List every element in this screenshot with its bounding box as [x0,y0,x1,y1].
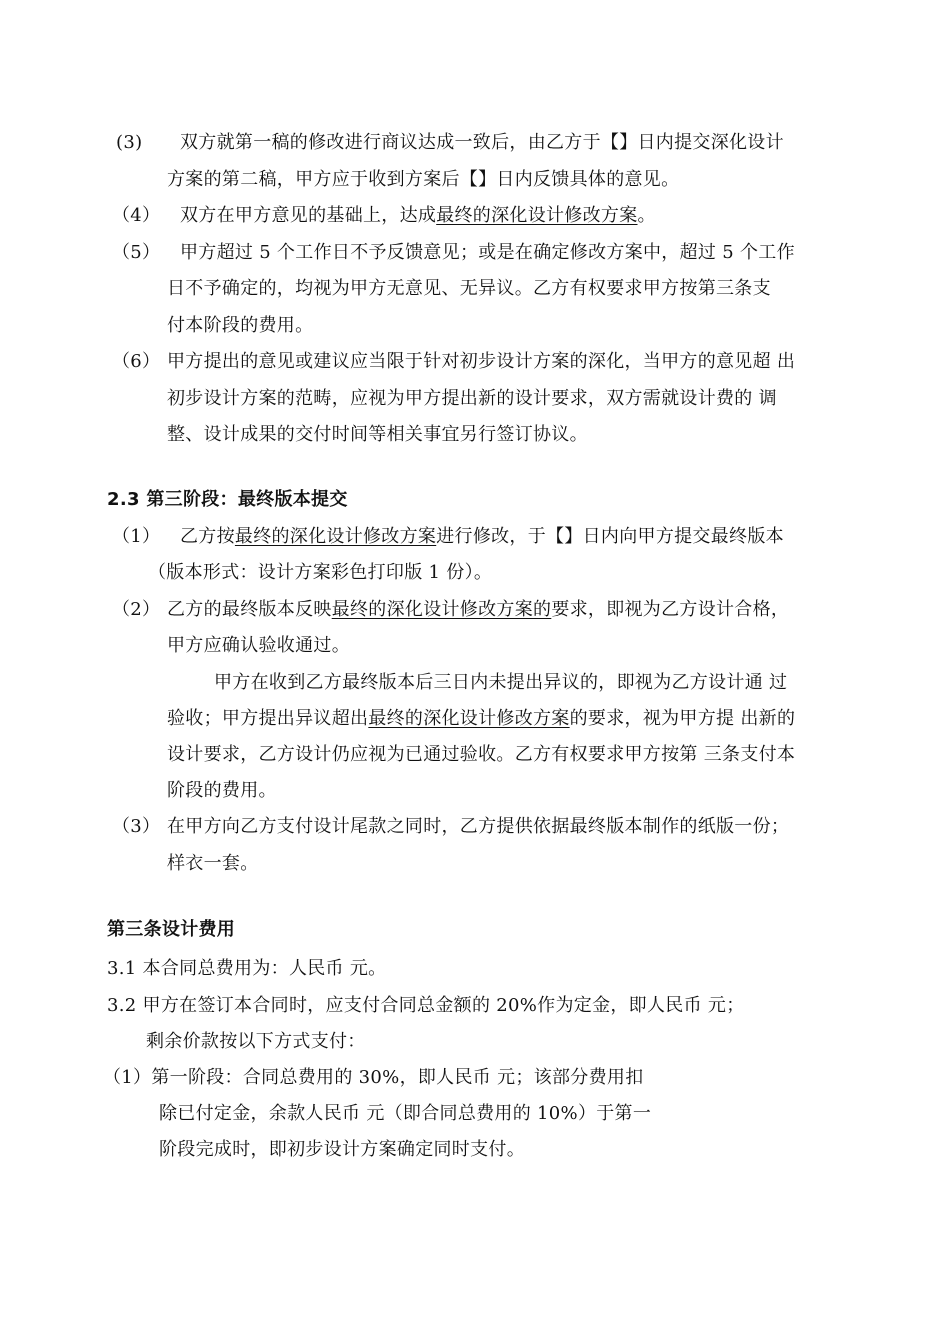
item-text: 方案的第二稿，甲方应于收到方案后【】日内反馈具体的意见。 [167,169,680,190]
item-text: 甲方超过 5 个工作日不予反馈意见；或是在确定修改方案中，超过 5 个工作 [180,242,795,263]
item-text: 双方在甲方意见的基础上，达成最终的深化设计修改方案。 [180,205,656,226]
underlined-term: 最终的深化设计修改方案 [368,708,570,729]
item-number: （1） [112,526,161,547]
item-text: 验收；甲方提出异议超出最终的深化设计修改方案的要求，视为甲方提 出新的 [167,708,796,729]
clause-text: 除已付定金，余款人民币 元（即合同总费用的 10%）于第一 [159,1103,652,1124]
item-text: 乙方的最终版本反映最终的深化设计修改方案的要求，即视为乙方设计合格， [167,599,790,620]
underlined-term: 最终的深化设计修改方案 [234,526,437,547]
underlined-term: 最终的深化设计修改方案 [436,205,638,226]
item-text: 乙方按最终的深化设计修改方案进行修改，于【】日内向甲方提交最终版本 [180,526,784,547]
clause-text: （1）第一阶段：合同总费用的 30%，即人民币 元；该部分费用扣 [103,1067,644,1088]
item-text: 样衣一套。 [167,853,259,874]
item-number: （3） [112,816,161,837]
item-text: 双方就第一稿的修改进行商议达成一致后，由乙方于【】日内提交深化设计 [180,132,784,153]
underlined-term: 最终的深化设计修改方案的 [331,599,552,620]
item-text: 甲方提出的意见或建议应当限于针对初步设计方案的深化，当甲方的意见超 出 [167,351,796,372]
item-text: 在甲方向乙方支付设计尾款之同时，乙方提供依据最终版本制作的纸版一份； [167,816,790,837]
item-number: （2） [112,599,161,620]
section-heading: 2.3 第三阶段：最终版本提交 [107,489,348,510]
item-text: 付本阶段的费用。 [167,315,314,336]
item-text: 甲方在收到乙方最终版本后三日内未提出异议的，即视为乙方设计通 过 [214,672,788,693]
clause-text: 剩余价款按以下方式支付： [146,1031,366,1052]
item-number: （5） [112,242,161,263]
clause-text: 阶段完成时，即初步设计方案确定同时支付。 [159,1139,525,1160]
item-number: （4） [112,205,161,226]
item-number: (3) [116,132,143,153]
item-text: （版本形式：设计方案彩色打印版 1 份）。 [148,562,493,583]
item-text: 日不予确定的，均视为甲方无意见、无异议。乙方有权要求甲方按第三条支 [167,278,771,299]
item-number: （6） [112,351,161,372]
clause-text: 3.2 甲方在签订本合同时，应支付合同总金额的 20%作为定金，即人民币 元； [107,995,745,1016]
item-text: 甲方应确认验收通过。 [167,635,350,656]
item-text: 阶段的费用。 [167,780,277,801]
section-heading: 第三条设计费用 [107,919,236,940]
item-text: 初步设计方案的范畴，应视为甲方提出新的设计要求，双方需就设计费的 调 [167,388,777,409]
clause-text: 3.1 本合同总费用为：人民币 元。 [107,958,387,979]
item-text: 整、设计成果的交付时间等相关事宜另行签订协议。 [167,424,588,445]
item-text: 设计要求，乙方设计仍应视为已通过验收。乙方有权要求甲方按第 三条支付本 [167,744,796,765]
